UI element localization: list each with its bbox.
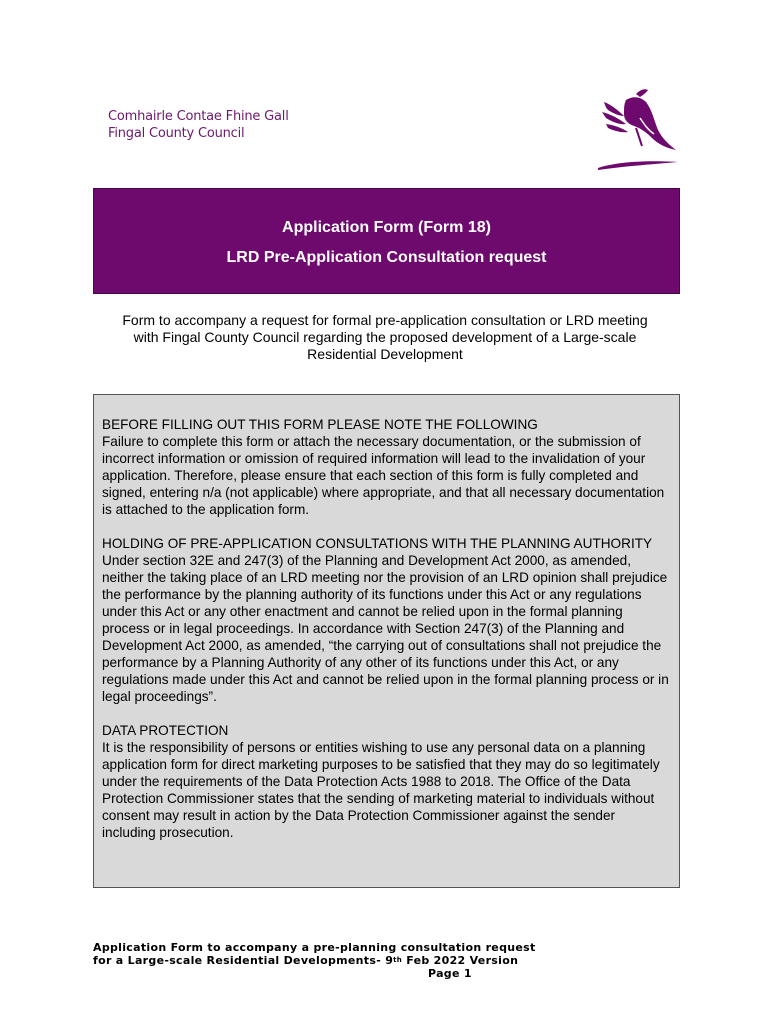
notice-box <box>93 394 680 888</box>
footer-line-2 <box>93 954 573 967</box>
before-filling-section <box>102 416 671 518</box>
form-title: Application Form (Form 18) <box>282 219 491 236</box>
before-filling-heading: BEFORE FILLING OUT THIS FORM PLEASE NOTE THE FOLLOWING <box>102 417 538 432</box>
intro-line-1: Form to accompany a request for formal pre-application consultation or LRD meeting <box>122 312 648 328</box>
footer-line-2-text: for a Large-scale Residential Developments- 9 <box>93 954 394 967</box>
before-filling-body: Failure to complete this form or attach the necessary documentation, or the submission of incorrect information or omission of required information will lead to the invalidation of your application. Therefore, please ensure that each section of this form is fully completed and signed, entering n/a (not applicable) where appropriate, and that all necessary documentation is attached to the application form. <box>102 434 665 517</box>
council-name <box>108 108 289 142</box>
bird-logo-icon <box>596 84 678 174</box>
footer-version: Feb 2022 Version <box>402 954 519 967</box>
intro-text <box>88 312 682 363</box>
intro-line-2: with Fingal County Council regarding the proposed development of a Large-scale <box>133 329 637 345</box>
intro-line-3: Residential Development <box>307 346 463 362</box>
form-title-banner <box>93 188 680 294</box>
council-name-english: Fingal County Council <box>108 126 245 141</box>
page-number: Page 1 <box>428 967 472 980</box>
form-subtitle: LRD Pre-Application Consultation request <box>226 249 547 266</box>
data-protection-body: It is the responsibility of persons or entities wishing to use any personal data on a planning application form for direct marketing purposes to be satisfied that they may do so legitimately under the requirements of the Data Protection Acts 1988 to 2018. The Office of the Data Protection Commissioner states that the sending of marketing material to individuals without consent may result in action by the Data Protection Commissioner against the sender including prosecution. <box>102 740 660 840</box>
page-footer <box>93 941 573 980</box>
data-protection-section <box>102 722 671 841</box>
footer-line-1: Application Form to accompany a pre-planning consultation request <box>93 941 536 954</box>
data-protection-heading: DATA PROTECTION <box>102 723 229 738</box>
footer-superscript: th <box>393 956 403 964</box>
holding-consultations-section: HOLDING OF PRE-APPLICATION CONSULTATIONS WITH THE PLANNING AUTHORITY Under section 32E and 247(3) of the Planning and Development Act 2000, as amended, neither the taking place of an LRD meeting nor the provision of an LRD opinion shall prejudice the performance by the planning authority of its functions under this Act or any regulations under this Act or any other enactment and cannot be relied upon in the formal planning process or in legal proceedings. In accordance with Section 247(3) of the Planning and Development Act 2000, as amended, “the carrying out of consultations shall not prejudice the performance by a Planning Authority of any other of its functions under this Act, or any regulations made under this Act and cannot be relied upon in the formal planning process or in legal proceedings”. <box>102 536 669 704</box>
council-name-irish: Comhairle Contae Fhine Gall <box>108 109 289 124</box>
